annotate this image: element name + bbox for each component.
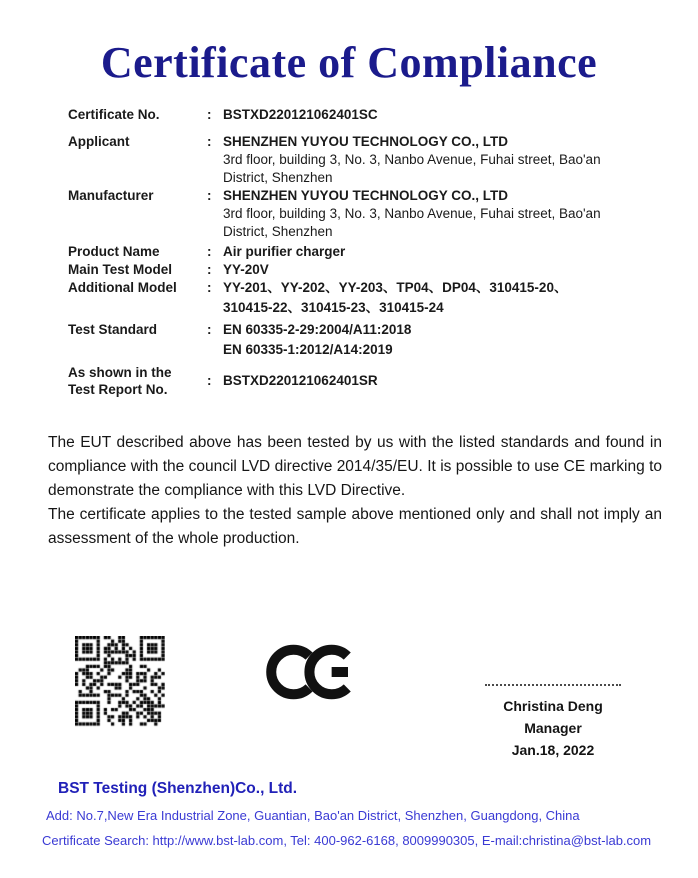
- field-value-certificate-no: BSTXD220121062401SC: [223, 107, 378, 122]
- field-row-main-test-model: [68, 261, 664, 279]
- signatory-title: Manager: [524, 720, 582, 736]
- field-label-certificate-no: Certificate No.: [68, 107, 160, 122]
- field-value-test-report-no: BSTXD220121062401SR: [223, 373, 378, 388]
- field-label-product-name: Product Name: [68, 244, 160, 259]
- additional-model-line2: 310415-22、310415-23、310415-24: [223, 300, 444, 315]
- field-label-manufacturer: Manufacturer: [68, 188, 154, 203]
- footer-address: Add: No.7,New Era Industrial Zone, Guantian, Bao'an District, Shenzhen, Guangdong, China: [46, 808, 580, 823]
- field-label-main-test-model: Main Test Model: [68, 262, 173, 277]
- manufacturer-company: SHENZHEN YUYOU TECHNOLOGY CO., LTD: [223, 188, 509, 203]
- field-label-test-standard: Test Standard: [68, 322, 158, 337]
- field-colon: :: [207, 188, 212, 203]
- field-row-test-report-no: [68, 364, 664, 398]
- footer-contact: Certificate Search: http://www.bst-lab.com, Tel: 400-962-6168, 8009990305, E-mail:christina@bst-lab.com: [42, 833, 652, 848]
- field-row-applicant: [68, 133, 664, 187]
- qr-code: [75, 636, 165, 729]
- signature-date: Jan.18, 2022: [511, 742, 595, 758]
- field-row-manufacturer: [68, 187, 664, 241]
- field-row-product-name: [68, 243, 664, 261]
- applicant-address-line1: 3rd floor, building 3, No. 3, Nanbo Avenue, Fuhai street, Bao'an: [223, 152, 601, 167]
- field-label-test-report-no: [68, 364, 207, 398]
- field-colon: :: [207, 134, 212, 149]
- ce-marking-svg: [266, 642, 360, 702]
- signature-block: [477, 684, 629, 761]
- field-value-applicant: [223, 133, 664, 187]
- certificate-fields: [68, 106, 664, 398]
- field-row-certificate-no: [68, 106, 664, 124]
- compliance-statement: [48, 431, 662, 551]
- test-report-label-line1: As shown in the: [68, 365, 172, 380]
- signature-dotted-line: [485, 684, 621, 686]
- footer: [0, 780, 698, 848]
- field-colon: :: [207, 322, 212, 337]
- manufacturer-address-line1: 3rd floor, building 3, No. 3, Nanbo Avenue, Fuhai street, Bao'an: [223, 206, 601, 221]
- field-value-test-standard: [223, 321, 664, 361]
- test-report-label-line2: Test Report No.: [68, 382, 168, 397]
- field-value-main-test-model: YY-20V: [223, 262, 269, 277]
- statement-paragraph-1: The EUT described above has been tested by us with the listed standards and found in compliance with the council LVD directive 2014/35/EU. It is possible to use CE marking to demonstrate the compliance with this LVD Directive.: [48, 434, 662, 499]
- test-standard-line1: EN 60335-2-29:2004/A11:2018: [223, 322, 412, 337]
- field-row-test-standard: [68, 321, 664, 361]
- field-colon: :: [207, 107, 212, 122]
- test-standard-line2: EN 60335-1:2012/A14:2019: [223, 342, 393, 357]
- field-label-applicant: Applicant: [68, 134, 130, 149]
- field-colon: :: [207, 280, 212, 295]
- field-colon: :: [207, 373, 212, 388]
- signatory-name: Christina Deng: [503, 698, 603, 714]
- field-value-additional-model: [223, 279, 664, 318]
- field-label-additional-model: Additional Model: [68, 280, 177, 295]
- ce-marking-icon: [266, 642, 360, 702]
- footer-company-name: BST Testing (Shenzhen)Co., Ltd.: [58, 780, 298, 797]
- applicant-address-line2: District, Shenzhen: [223, 170, 333, 185]
- applicant-company: SHENZHEN YUYOU TECHNOLOGY CO., LTD: [223, 134, 509, 149]
- additional-model-line1: YY-201、YY-202、YY-203、TP04、DP04、310415-20、: [223, 280, 568, 295]
- field-value-product-name: Air purifier charger: [223, 244, 346, 259]
- page-title: Certificate of Compliance: [100, 38, 598, 88]
- statement-paragraph-2: The certificate applies to the tested sample above mentioned only and shall not imply an assessment of the whole production.: [48, 506, 662, 547]
- field-value-manufacturer: [223, 187, 664, 241]
- manufacturer-address-line2: District, Shenzhen: [223, 224, 333, 239]
- field-colon: :: [207, 244, 212, 259]
- field-row-additional-model: [68, 279, 664, 318]
- field-colon: :: [207, 262, 212, 277]
